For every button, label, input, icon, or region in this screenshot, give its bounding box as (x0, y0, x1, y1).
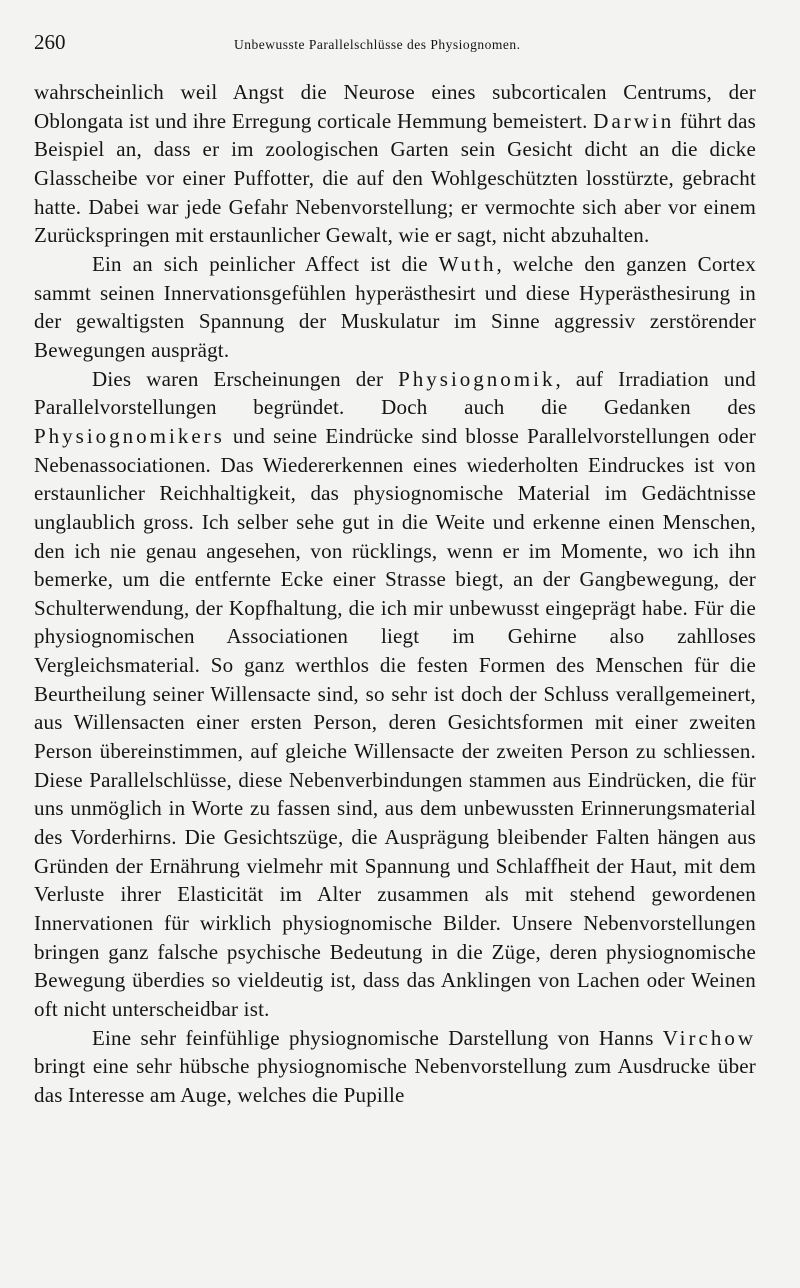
text-run: und seine Eindrücke sind blosse Parallelvorstellungen oder Nebenassociationen. Das Wiedererkennen eines wiederholten Eindruckes ist von erstaunlicher Reichhaltigkeit, das physiognomische Material im Gedächtnisse unglaublich gross. Ich selber sehe gut in die Weite und erkenne einen Menschen, den ich nie genau angesehen, von rücklings, wenn er im Momente, wo ich ihn bemerke, um die entfernte Ecke einer Strasse biegt, an der Gangbewegung, der Schulterwendung, der Kopfhaltung, die ich mir unbewusst eingeprägt habe. Für die physiognomischen Associationen liegt im Gehirne also zahlloses Vergleichsmaterial. So ganz werthlos die festen Formen des Menschen für die Beurtheilung seiner Willensacte sind, so sehr ist doch der Schluss verallgemeinert, aus Willensacten einer ersten Person, deren Gesichtsformen mit einer zweiten Person übereinstimmen, auf gleiche Willensacte der zweiten Person zu schliessen. Diese Parallelschlüsse, diese Nebenverbindungen stammen aus Eindrücken, die für uns unmöglich in Worte zu fassen sind, aus dem unbewussten Erinnerungsmaterial des Vorderhirns. Die Gesichtszüge, die Ausprägung bleibender Falten hängen aus Gründen der Ernährung vielmehr mit Spannung und Schlaffheit der Haut, mit dem Verluste ihrer Elasticität im Alter zusammen als mit stehend gewordenen Innervationen für wirklich physiognomische Bilder. Unsere Nebenvorstellungen bringen ganz falsche psychische Bedeutung in die Züge, deren physiognomische Bewegung überdies so vieldeutig ist, dass das Anklingen von Lachen oder Weinen oft nicht unterscheidbar ist. (34, 423, 756, 1021)
text-run: Ein an sich peinlicher Affect ist die (92, 251, 439, 276)
running-head (34, 30, 756, 70)
text-run: , welche den ganzen Cortex sammt seinen Innervationsgefühlen hyperästhesirt und diese Hyperästhesirung in der gewaltigsten Spannung der Muskulatur im Sinne aggressiv zerstörender Bewegungen ausprägt. (34, 251, 756, 362)
emphasized-name: Wuth (438, 251, 497, 276)
page-number: 260 (34, 30, 66, 54)
text-run: Dies waren Erscheinungen der (92, 366, 399, 391)
emphasized-name: Virchow (662, 1025, 756, 1050)
paragraph (34, 1024, 756, 1110)
text-run: führt das Beispiel an, dass er im zoologischen Garten sein Gesicht dicht an die dicke Glasscheibe vor einer Puffotter, die auf den Wohlgeschützten losstürzte, gebracht hatte. Dabei war jede Gefahr Nebenvorstellung; er vermochte sich aber vor einem Zurückspringen mit erstaunlicher Gewalt, wie er sagt, nicht abzuhalten. (34, 108, 756, 248)
running-title: Unbewusste Parallelschlüsse des Physiognomen. (234, 37, 521, 52)
paragraph (34, 250, 756, 365)
paragraph (34, 365, 756, 1024)
body-text (34, 78, 756, 1110)
text-run: , auf Irradiation und Parallelvorstellungen begründet. Doch auch die Gedanken des (34, 366, 757, 420)
emphasized-name: Physiognomikers (34, 423, 225, 448)
text-run: Eine sehr feinfühlige physiognomische Darstellung von Hanns (92, 1025, 663, 1050)
text-run: wahrscheinlich weil Angst die Neurose eines subcorticalen Centrums, der Oblongata ist und ihre Erregung corticale Hemmung bemeistert. (34, 80, 756, 133)
text-run: bringt eine sehr hübsche physiognomische Nebenvorstellung zum Ausdrucke über das Interesse am Auge, welches die Pupille (34, 1054, 756, 1107)
emphasized-name: Physiognomik (398, 366, 556, 391)
paragraph (34, 78, 756, 250)
emphasized-name: Darwin (593, 108, 675, 133)
